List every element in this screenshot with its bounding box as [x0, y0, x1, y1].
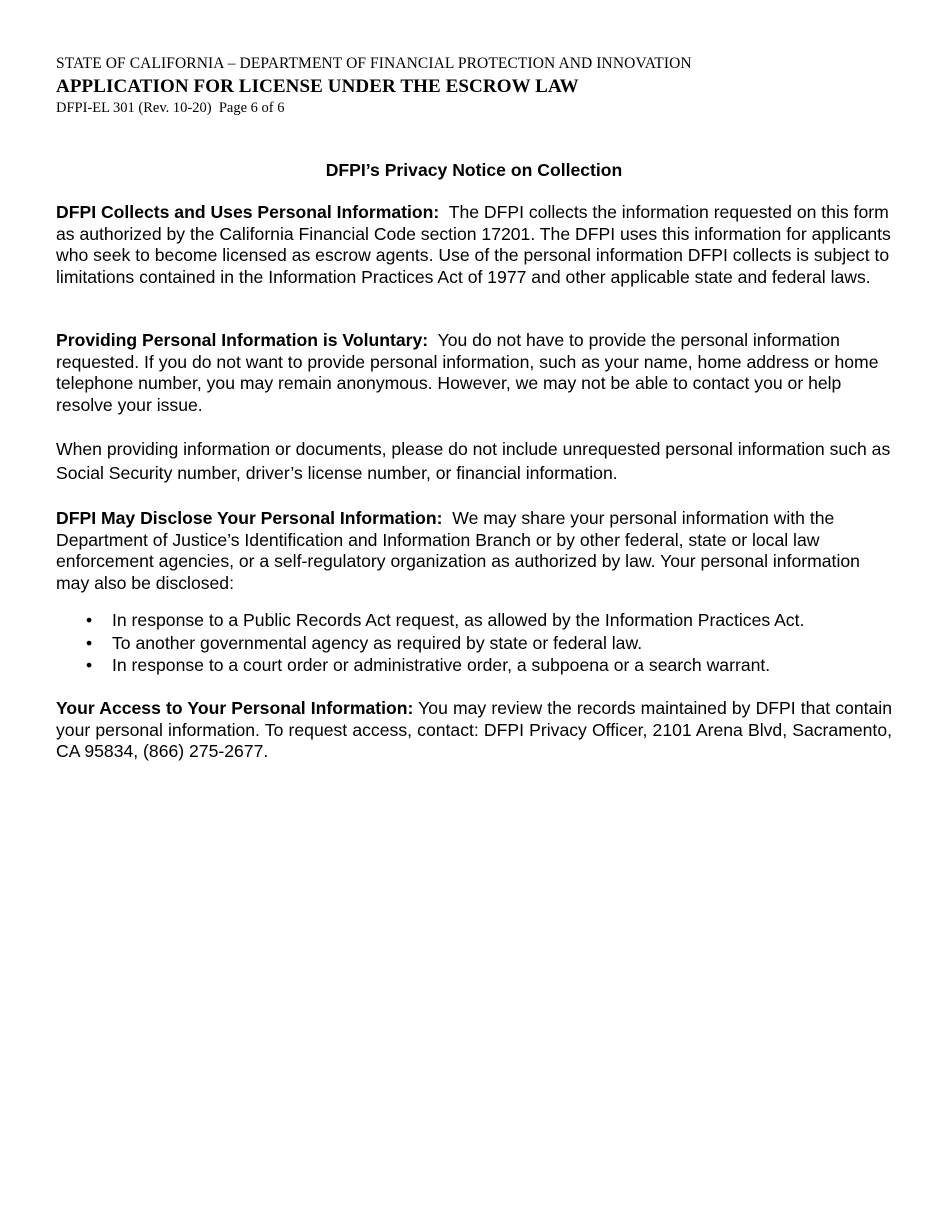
section-heading: Your Access to Your Personal Information: — [56, 698, 414, 718]
section-text: You do not have to provide the personal information requested. If you do not want to provide personal information, such as your name, home address or home telephone number, you may remain anonymous. However, we may not be able to contact you or help resolve your issue. — [56, 330, 879, 415]
list-item — [56, 654, 892, 677]
section-may-disclose — [56, 508, 892, 594]
agency-name: STATE OF CALIFORNIA – DEPARTMENT OF FINANCIAL PROTECTION AND INNOVATION — [56, 55, 692, 72]
form-header — [56, 56, 692, 115]
section-voluntary — [56, 330, 892, 416]
section-collects-uses — [56, 202, 892, 288]
form-id: DFPI-EL 301 (Rev. 10-20) Page 6 of 6 — [56, 99, 285, 116]
form-title: APPLICATION FOR LICENSE UNDER THE ESCROW LAW — [56, 75, 579, 97]
notice-title: DFPI’s Privacy Notice on Collection — [325, 160, 623, 180]
section-unrequested-info — [56, 437, 892, 485]
section-text: The DFPI collects the information requested on this form as authorized by the California Financial Code section 17201. The DFPI uses this information for applicants who seek to become licensed as escrow agents. Use of the personal information DFPI collects is subject to limitations contained in the Information Practices Act of 1977 and other applicable state and federal laws. — [56, 202, 891, 287]
section-access — [56, 698, 892, 763]
section-text: When providing information or documents, please do not include unrequested personal information such as Social Security number, driver’s license number, or financial information. — [56, 439, 891, 483]
section-heading: Providing Personal Information is Voluntary: — [56, 330, 429, 350]
bullet-icon: • — [86, 610, 93, 630]
section-text: You may review the records maintained by DFPI that contain your personal information. To request access, contact: DFPI Privacy Officer, 2101 Arena Blvd, Sacramento, CA 95834, (866) 275-2677. — [56, 698, 892, 761]
section-heading: DFPI May Disclose Your Personal Information: — [56, 508, 443, 528]
list-item — [56, 632, 892, 655]
section-text: We may share your personal information with the Department of Justice’s Identification and Information Branch or by other federal, state or local law enforcement agencies, or a self-regulatory organization as authorized by law. Your personal information may also be disclosed: — [56, 508, 860, 593]
bullet-icon: • — [86, 655, 93, 675]
list-item-text: In response to a Public Records Act request, as allowed by the Information Practices Act. — [112, 610, 805, 630]
list-item-text: To another governmental agency as required by state or federal law. — [112, 632, 643, 653]
section-heading: DFPI Collects and Uses Personal Information: — [56, 202, 440, 222]
list-item — [56, 609, 892, 632]
list-item-text: In response to a court order or administrative order, a subpoena or a search warrant. — [112, 655, 771, 675]
bullet-icon: • — [86, 632, 93, 653]
disclosure-list — [56, 609, 892, 677]
